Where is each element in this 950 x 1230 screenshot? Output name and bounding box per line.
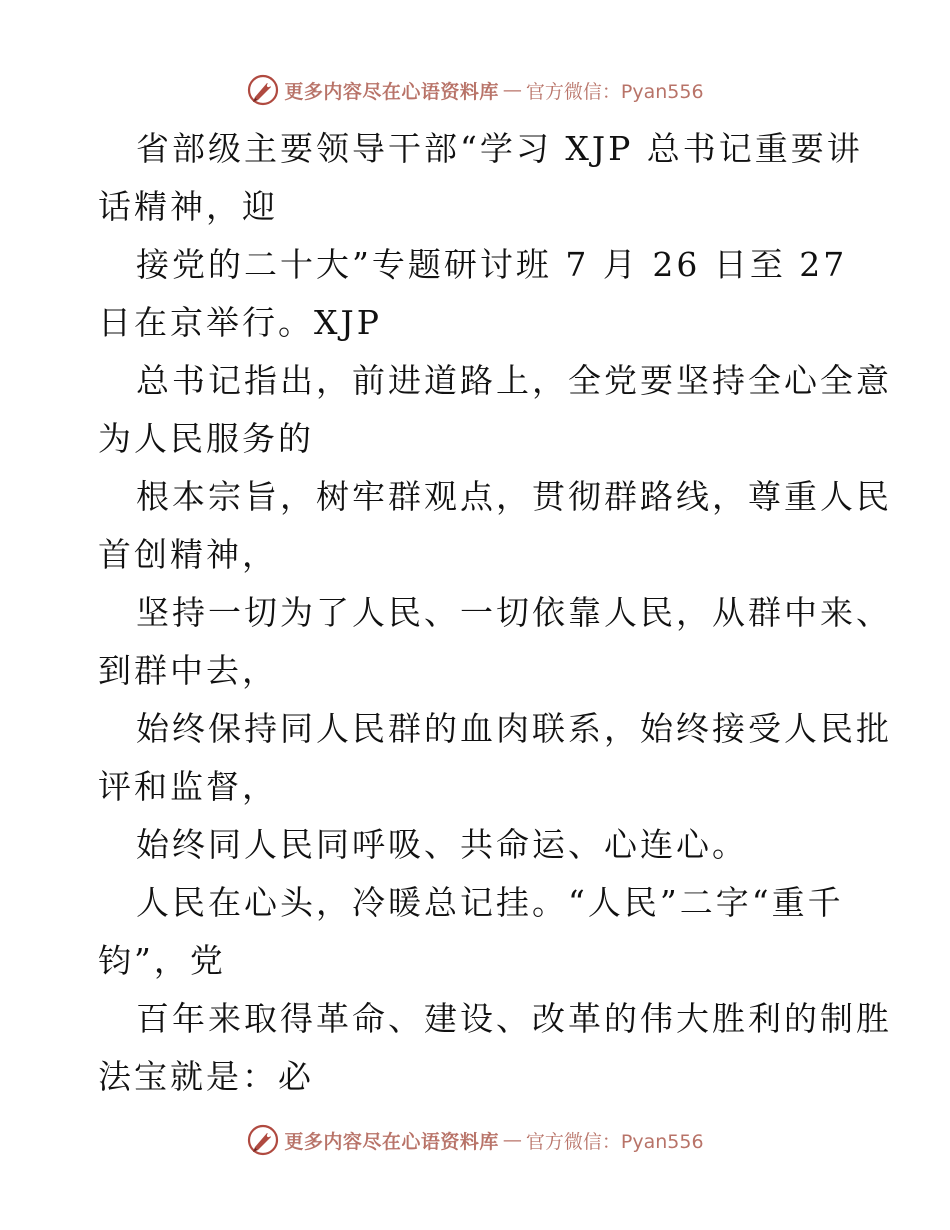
text-line	[98, 468, 892, 526]
text-line	[98, 352, 892, 410]
text-line-content: 根本宗旨，树牢群观点，贯彻群路线，尊重人民	[136, 477, 892, 516]
banner-separator: —	[502, 1129, 522, 1151]
pen-nib-logo-icon	[246, 1123, 280, 1157]
text-line	[98, 874, 858, 932]
text-line-content: 省部级主要领导干部“学习 XJP 总书记重要讲	[136, 129, 863, 168]
text-line-content: 百年来取得革命、建设、改革的伟大胜利的制胜	[136, 999, 892, 1038]
text-line-content: 坚持一切为了人民、一切依靠人民，从群中来、	[136, 593, 892, 632]
text-line	[98, 700, 892, 758]
banner-text: 更多内容尽在心语资料库	[284, 80, 499, 103]
text-line	[98, 526, 858, 584]
text-line	[98, 294, 858, 352]
pen-nib-logo-icon	[246, 73, 280, 107]
text-line-content: 总书记指出，前进道路上，全党要坚持全心全意	[136, 361, 892, 400]
header-banner	[0, 70, 950, 110]
text-line	[98, 178, 858, 236]
text-line-content: 法宝就是：必	[98, 1057, 314, 1096]
text-line-content: 首创精神，	[98, 535, 278, 574]
text-line-content: 日在京举行。XJP	[98, 303, 382, 342]
text-line-content: 评和监督，	[98, 767, 278, 806]
text-line	[98, 932, 858, 990]
banner-separator: —	[502, 79, 522, 101]
text-line-content: 话精神，迎	[98, 187, 278, 226]
banner-wechat-id: 官方微信：Pyan556	[525, 1130, 704, 1153]
text-line-content: 人民在心头，冷暖总记挂。“人民”二字“重千	[136, 883, 844, 922]
text-line	[98, 120, 863, 178]
text-line	[98, 642, 858, 700]
text-line	[98, 990, 892, 1048]
footer-banner	[0, 1120, 950, 1160]
text-line-content: 始终保持同人民群的血肉联系，始终接受人民批	[136, 709, 892, 748]
text-line	[98, 236, 858, 294]
text-line	[98, 816, 858, 874]
text-line-content: 为人民服务的	[98, 419, 314, 458]
text-line-content: 到群中去，	[98, 651, 278, 690]
text-line-content: 接党的二十大”专题研讨班 7 月 26 日至 27	[136, 245, 848, 284]
text-line	[98, 1048, 858, 1106]
banner-text: 更多内容尽在心语资料库	[284, 1130, 499, 1153]
text-line-content: 钧”，党	[98, 941, 226, 980]
text-line	[98, 758, 858, 816]
text-line	[98, 584, 892, 642]
document-body	[98, 120, 892, 1106]
text-line	[98, 410, 858, 468]
text-line-content: 始终同人民同呼吸、共命运、心连心。	[136, 825, 748, 864]
banner-wechat-id: 官方微信：Pyan556	[525, 80, 704, 103]
